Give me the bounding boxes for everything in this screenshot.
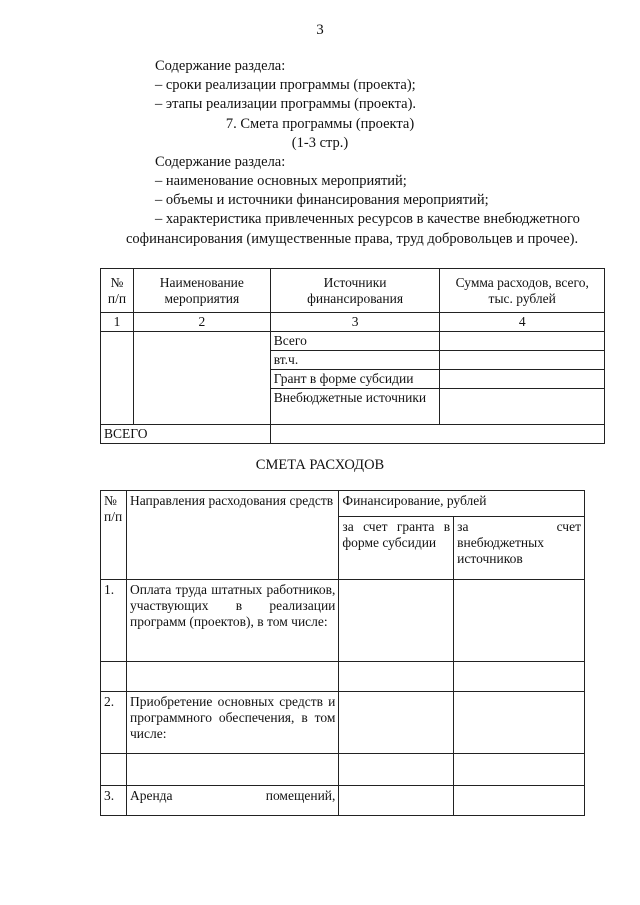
row-extrabudget-cell (454, 786, 585, 816)
col-number-3: 3 (270, 313, 440, 332)
header-grant: за счет гранта в форме субсидии (339, 517, 454, 580)
section7-item-3: – характеристика привлеченных ресурсов в качестве внебюджетного (155, 211, 580, 227)
header-funding-sources: Источники финансирования (270, 269, 440, 313)
row-num: 1. (101, 580, 127, 662)
section7-item-2: – объемы и источники финансирования мероприятий; (155, 192, 489, 208)
row-grant-cell (339, 786, 454, 816)
page-number: 3 (316, 22, 324, 38)
section6-content-label: Содержание раздела: (155, 58, 286, 74)
row-extrabudget-cell (454, 692, 585, 754)
sum-total-cell (440, 332, 605, 351)
header-num: № п/п (101, 491, 127, 580)
col-number-2: 2 (133, 313, 270, 332)
header-event-name: Наименование мероприятия (133, 269, 270, 313)
header-num: № п/п (101, 269, 134, 313)
source-extrabudget: Внебюджетные источники (270, 389, 440, 425)
grand-total-label: ВСЕГО (101, 425, 271, 444)
row-num: 3. (101, 786, 127, 816)
section6-item-1: – сроки реализации программы (проекта); (155, 77, 416, 93)
col-number-4: 4 (440, 313, 605, 332)
row-extrabudget-cell (454, 580, 585, 662)
section7-continuation: софинансирования (имущественные права, труд добровольцев и прочее). (126, 231, 579, 247)
section7-item-1: – наименование основных мероприятий; (155, 173, 407, 189)
sum-extrabudget-cell (440, 389, 605, 425)
row-grant-cell (339, 692, 454, 754)
row-grant-cell (339, 580, 454, 662)
blank-cell (101, 662, 127, 692)
row-direction: Приобретение основных средств и программного обеспечения, в том числе: (126, 692, 338, 754)
source-including: вт.ч. (270, 351, 440, 370)
blank-cell (339, 662, 454, 692)
grand-total-cell (270, 425, 604, 444)
header-direction: Направления расходования средств (126, 491, 338, 580)
blank-cell (126, 662, 338, 692)
blank-cell (339, 754, 454, 786)
blank-cell (101, 754, 127, 786)
header-financing: Финансирование, рублей (339, 491, 585, 517)
blank-cell (454, 662, 585, 692)
blank-cell (126, 754, 338, 786)
events-table (100, 268, 605, 444)
section7-content-label: Содержание раздела: (155, 154, 286, 170)
col-number-1: 1 (101, 313, 134, 332)
row-direction: Аренда помещений, (126, 786, 338, 816)
blank-cell (454, 754, 585, 786)
sum-grant-cell (440, 370, 605, 389)
source-total: Всего (270, 332, 440, 351)
section7-pages: (1-3 стр.) (291, 135, 349, 151)
header-extrabudget: за счет внебюджетных источников (454, 517, 585, 580)
section6-item-2: – этапы реализации программы (проекта). (155, 96, 417, 112)
row-direction: Оплата труда штатных работников, участвующих в реализации программ (проектов), в том числе: (126, 580, 338, 662)
source-grant: Грант в форме субсидии (270, 370, 440, 389)
row-num: 2. (101, 692, 127, 754)
section7-title: 7. Смета программы (проекта) (225, 116, 415, 132)
event-name-cell (133, 332, 270, 425)
header-expense-sum: Сумма расходов, всего, тыс. рублей (440, 269, 605, 313)
event-num-cell (101, 332, 134, 425)
expense-estimate-title: СМЕТА РАСХОДОВ (255, 457, 385, 473)
expense-estimate-table (100, 490, 585, 816)
sum-including-cell (440, 351, 605, 370)
